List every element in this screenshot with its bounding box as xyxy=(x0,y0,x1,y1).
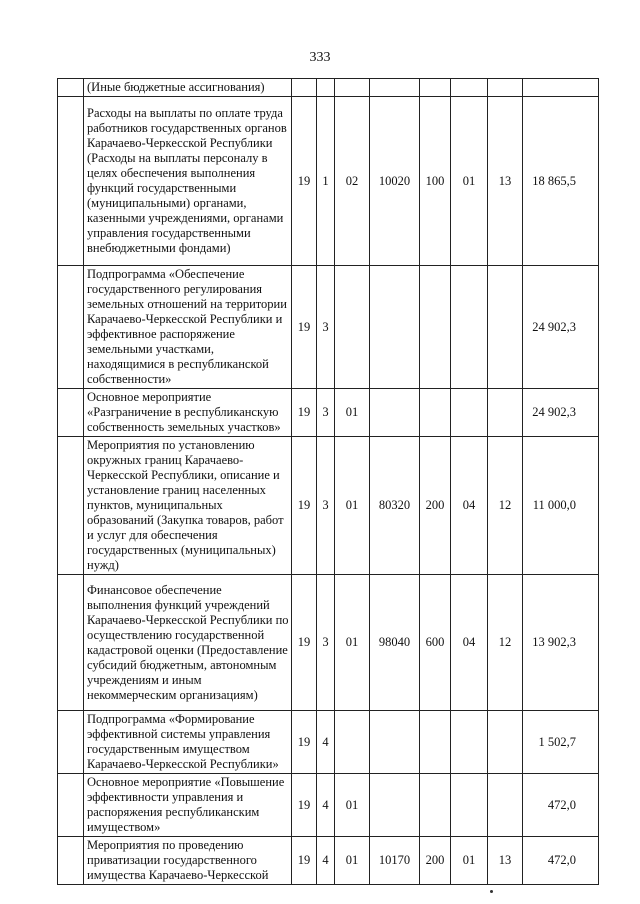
activity-code-cell: 02 xyxy=(335,97,370,266)
direction-code-cell xyxy=(370,711,420,774)
table-row xyxy=(58,389,599,437)
scan-dot xyxy=(490,890,493,893)
item-name-cell: Подпрограмма «Формирование эффективной системы управления государственным имуществом Карачаево-Черкесской Республики» xyxy=(84,711,292,774)
subsection-cell: 12 xyxy=(488,437,523,575)
activity-code-cell: 01 xyxy=(335,575,370,711)
amount-cell: 472,0 xyxy=(523,837,599,885)
expense-type-cell xyxy=(420,266,451,389)
activity-code-cell xyxy=(335,79,370,97)
activity-code-cell xyxy=(335,711,370,774)
table-row xyxy=(58,79,599,97)
subsection-cell xyxy=(488,266,523,389)
direction-code-cell: 10020 xyxy=(370,97,420,266)
activity-code-cell: 01 xyxy=(335,774,370,837)
row-number-cell xyxy=(58,837,84,885)
amount-cell: 472,0 xyxy=(523,774,599,837)
subsection-cell: 12 xyxy=(488,575,523,711)
direction-code-cell xyxy=(370,774,420,837)
item-name-cell: (Иные бюджетные ассигнования) xyxy=(84,79,292,97)
expense-type-cell xyxy=(420,774,451,837)
amount-cell: 13 902,3 xyxy=(523,575,599,711)
amount-cell: 18 865,5 xyxy=(523,97,599,266)
amount-cell: 1 502,7 xyxy=(523,711,599,774)
expense-type-cell: 200 xyxy=(420,837,451,885)
ministry-code-cell: 19 xyxy=(292,711,317,774)
row-number-cell xyxy=(58,97,84,266)
subsection-cell xyxy=(488,774,523,837)
subsection-cell: 13 xyxy=(488,837,523,885)
subprogram-code-cell: 3 xyxy=(317,266,335,389)
expense-type-cell xyxy=(420,711,451,774)
ministry-code-cell: 19 xyxy=(292,389,317,437)
amount-cell: 24 902,3 xyxy=(523,266,599,389)
ministry-code-cell: 19 xyxy=(292,437,317,575)
subprogram-code-cell: 4 xyxy=(317,711,335,774)
direction-code-cell xyxy=(370,79,420,97)
item-name-cell: Мероприятия по установлению окружных границ Карачаево-Черкесской Республики, описание и установление границ населенных пунктов, муниципальных образований (Закупка товаров, работ и услуг для обеспечения государственных (муниципальных) нужд) xyxy=(84,437,292,575)
direction-code-cell: 10170 xyxy=(370,837,420,885)
ministry-code-cell: 19 xyxy=(292,837,317,885)
table-row xyxy=(58,837,599,885)
direction-code-cell xyxy=(370,389,420,437)
table-row xyxy=(58,575,599,711)
direction-code-cell: 98040 xyxy=(370,575,420,711)
item-name-cell: Основное мероприятие «Разграничение в республиканскую собственность земельных участков» xyxy=(84,389,292,437)
ministry-code-cell: 19 xyxy=(292,97,317,266)
ministry-code-cell: 19 xyxy=(292,575,317,711)
activity-code-cell: 01 xyxy=(335,389,370,437)
ministry-code-cell xyxy=(292,79,317,97)
amount-cell: 24 902,3 xyxy=(523,389,599,437)
activity-code-cell xyxy=(335,266,370,389)
row-number-cell xyxy=(58,437,84,575)
subprogram-code-cell: 3 xyxy=(317,389,335,437)
section-cell: 04 xyxy=(451,575,488,711)
section-cell xyxy=(451,711,488,774)
subsection-cell: 13 xyxy=(488,97,523,266)
section-cell xyxy=(451,266,488,389)
ministry-code-cell: 19 xyxy=(292,774,317,837)
activity-code-cell: 01 xyxy=(335,437,370,575)
expense-type-cell xyxy=(420,389,451,437)
subsection-cell xyxy=(488,79,523,97)
table-row xyxy=(58,97,599,266)
expense-type-cell: 100 xyxy=(420,97,451,266)
section-cell xyxy=(451,79,488,97)
subsection-cell xyxy=(488,389,523,437)
section-cell xyxy=(451,774,488,837)
table-row xyxy=(58,711,599,774)
row-number-cell xyxy=(58,266,84,389)
row-number-cell xyxy=(58,575,84,711)
row-number-cell xyxy=(58,711,84,774)
row-number-cell xyxy=(58,774,84,837)
subprogram-code-cell: 3 xyxy=(317,575,335,711)
subprogram-code-cell xyxy=(317,79,335,97)
row-number-cell xyxy=(58,79,84,97)
amount-cell xyxy=(523,79,599,97)
budget-table xyxy=(57,78,599,885)
subprogram-code-cell: 4 xyxy=(317,837,335,885)
page-number: 333 xyxy=(309,50,331,65)
expense-type-cell xyxy=(420,79,451,97)
expense-type-cell: 600 xyxy=(420,575,451,711)
item-name-cell: Расходы на выплаты по оплате труда работников государственных органов Карачаево-Черкесской Республики (Расходы на выплаты персоналу в целях обеспечения выполнения функций государственными (муниципальными) органами, казенными учреждениями, органами управления государственными внебюджетными фондами) xyxy=(84,97,292,266)
direction-code-cell: 80320 xyxy=(370,437,420,575)
ministry-code-cell: 19 xyxy=(292,266,317,389)
subsection-cell xyxy=(488,711,523,774)
subprogram-code-cell: 1 xyxy=(317,97,335,266)
amount-cell: 11 000,0 xyxy=(523,437,599,575)
subprogram-code-cell: 3 xyxy=(317,437,335,575)
row-number-cell xyxy=(58,389,84,437)
item-name-cell: Основное мероприятие «Повышение эффективности управления и распоряжения республиканским имуществом» xyxy=(84,774,292,837)
activity-code-cell: 01 xyxy=(335,837,370,885)
table-row xyxy=(58,437,599,575)
table-row xyxy=(58,266,599,389)
item-name-cell: Мероприятия по проведению приватизации государственного имущества Карачаево-Черкесской xyxy=(84,837,292,885)
section-cell: 04 xyxy=(451,437,488,575)
section-cell: 01 xyxy=(451,837,488,885)
section-cell xyxy=(451,389,488,437)
subprogram-code-cell: 4 xyxy=(317,774,335,837)
item-name-cell: Подпрограмма «Обеспечение государственного регулирования земельных отношений на территории Карачаево-Черкесской Республики и эффективное распоряжение земельными участками, находящимися в республиканской собственности» xyxy=(84,266,292,389)
table-row xyxy=(58,774,599,837)
item-name-cell: Финансовое обеспечение выполнения функций учреждений Карачаево-Черкесской Республики по осуществлению государственной кадастровой оценки (Предоставление субсидий бюджетным, автономным учреждениям и иным некоммерческим организациям) xyxy=(84,575,292,711)
section-cell: 01 xyxy=(451,97,488,266)
direction-code-cell xyxy=(370,266,420,389)
expense-type-cell: 200 xyxy=(420,437,451,575)
